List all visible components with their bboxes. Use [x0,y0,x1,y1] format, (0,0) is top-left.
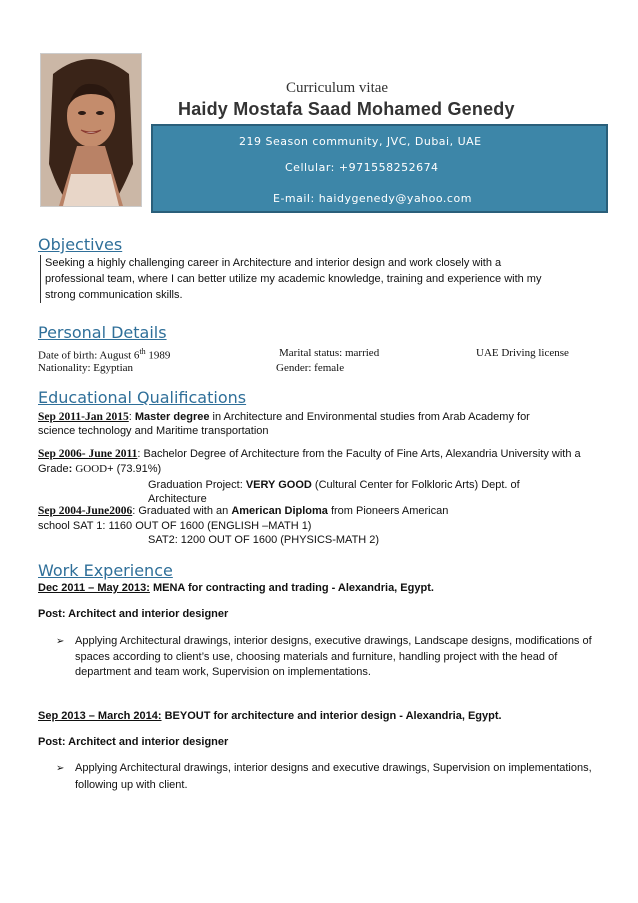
marital-status: Marital status: married [279,347,380,359]
education-heading: Educational Qualifications [38,388,247,407]
bullet-arrow-icon: ➢ [56,763,65,774]
sat2-score: SAT2: 1200 OUT OF 1600 (PHYSICS-MATH 2) [148,534,380,546]
grade-value: GOOD [75,463,108,475]
job-entry-mena [38,581,434,596]
job-company: MENA for contracting and trading - Alexandria, Egypt. [149,582,434,594]
address-text: 219 Season community, JVC, Dubai, UAE [239,135,482,148]
profile-photo [40,53,142,207]
job-duty-line: Applying Architectural drawings, interior designs and executive drawings, Supervision on implementations, [75,762,592,774]
project-grade: VERY GOOD [245,479,312,491]
job-post: Post: Architect and interior designer [38,608,229,620]
personal-details-heading: Personal Details [38,323,167,342]
objectives-line: strong communication skills. [45,289,183,301]
job-date: Dec 2011 – May 2013: [38,582,150,594]
job-duty-line: following up with client. [75,779,188,791]
dob-suffix: th [139,347,146,356]
objectives-text [40,255,588,303]
job-entry-beyout [38,709,502,724]
job-post: Post: Architect and interior designer [38,736,229,748]
grade-rest: + (73.91%) [107,463,162,475]
job-date: Sep 2013 – March 2014: [38,710,162,722]
education-colon: : [128,411,135,423]
dob-year: 1989 [145,349,171,362]
bachelor-text: : Bachelor Degree of Architecture from the Faculty of Fine Arts, Alexandria University with a [137,448,581,460]
education-date: Sep 2011-Jan 2015 [38,411,129,423]
driving-license: UAE Driving license [476,347,569,359]
project-dept: Architecture [148,493,207,505]
dob-label: Date of birth: August 6 [38,349,140,362]
school-text-c: from Pioneers American [327,505,449,517]
american-diploma: American Diploma [231,505,328,517]
graduation-project [148,478,520,493]
education-date: Sep 2004-June2006 [38,505,133,517]
document-title: Curriculum vitae [286,80,389,96]
grade-label: Grade [38,463,69,475]
bullet-arrow-icon: ➢ [56,636,65,647]
contact-info-box [151,124,608,213]
objectives-line: Seeking a highly challenging career in Architecture and interior design and work closely with a [45,257,502,269]
objectives-heading: Objectives [38,235,123,254]
education-date: Sep 2006- June 2011 [38,448,138,460]
job-duty-line: Applying Architectural drawings, interior designs, executive drawings, Landscape designs, modifications of [75,635,592,647]
email-text: E-mail: haidygenedy@yahoo.com [273,192,472,205]
education-entry-bachelor [38,447,581,462]
gender: Gender: female [276,362,345,374]
work-experience-heading: Work Experience [38,561,173,580]
date-of-birth [38,347,170,362]
education-entry-master [38,410,530,425]
nationality: Nationality: Egyptian [38,362,134,374]
portrait-image [41,54,141,206]
bachelor-grade [38,462,161,477]
master-degree-text: in Architecture and Environmental studies from Arab Academy for [209,411,530,423]
candidate-name: Haidy Mostafa Saad Mohamed Genedy [178,99,515,119]
school-text-a: : Graduated with an [132,505,232,517]
project-text: (Cultural Center for Folkloric Arts) Dept. of [311,479,520,491]
master-degree-label: Master degree [134,411,210,423]
job-duty-line: spaces according to client’s use, choosing materials and furniture, handling project with the head of [75,651,558,663]
cellular-text: Cellular: +971558252674 [285,161,439,174]
job-duty-line: department and team work, Supervision on implementations. [75,666,371,678]
education-line: science technology and Maritime transportation [38,425,269,437]
education-entry-school [38,504,448,519]
grade-colon: : [68,463,76,475]
project-label: Graduation Project: [148,479,246,491]
sat1-score: school SAT 1: 1160 OUT OF 1600 (ENGLISH –MATH 1) [38,520,312,532]
job-company: BEYOUT for architecture and interior design - Alexandria, Egypt. [161,710,502,722]
objectives-line: professional team, where I can better utilize my academic knowledge, training and experience with my [45,273,542,285]
